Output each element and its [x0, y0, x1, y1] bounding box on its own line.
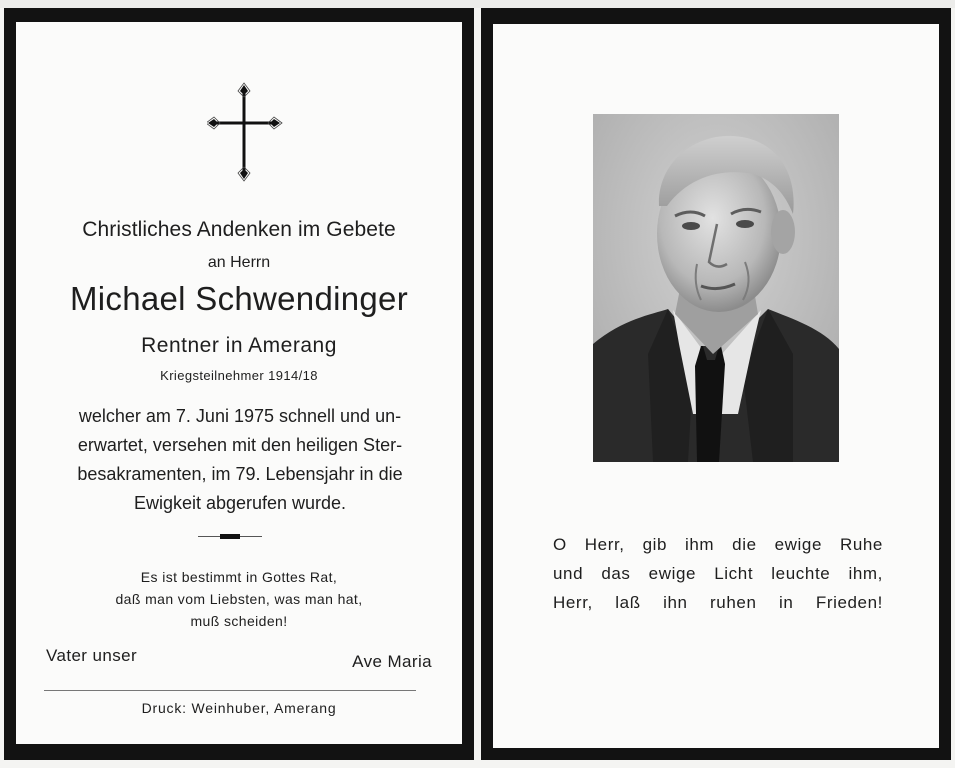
deceased-name: Michael Schwendinger: [69, 280, 408, 317]
scan-background: [0, 0, 955, 8]
portrait-photo: [593, 114, 839, 462]
printer-credit: Druck: Weinhuber, Amerang: [141, 700, 337, 716]
epitaph-line: und das ewige Licht leuchte ihm,: [553, 564, 883, 583]
death-notice-line: erwartet, versehen mit den heiligen Ster-: [77, 435, 403, 455]
footer-rule: [44, 690, 416, 691]
portrait-image: [593, 114, 839, 462]
death-notice-line: Ewigkeit abgerufen wurde.: [133, 493, 347, 513]
memorial-card-left: [4, 8, 474, 760]
death-notice: [44, 402, 436, 518]
prayer-ave-maria: Ave Maria: [352, 652, 432, 671]
verse: [16, 566, 462, 632]
verse-line: muß scheiden!: [190, 613, 288, 629]
left-card-panel: [16, 22, 462, 744]
divider-thick-bar: [220, 534, 240, 539]
death-notice-line: besakramenten, im 79. Lebensjahr in die: [77, 464, 403, 484]
prayer-vater-unser: Vater unser: [46, 646, 138, 665]
veteran-note: Kriegsteilnehmer 1914/18: [160, 368, 318, 383]
verse-line: Es ist bestimmt in Gottes Rat,: [140, 569, 338, 585]
occupation: Rentner in Amerang: [141, 334, 337, 357]
memorial-heading: Christliches Andenken im Gebete: [82, 218, 396, 241]
verse-line: daß man vom Liebsten, was man hat,: [115, 591, 363, 607]
epitaph-line: Herr, laß ihn ruhen in Frieden!: [553, 593, 883, 612]
memorial-card-right: [481, 8, 951, 760]
epitaph: [553, 530, 883, 617]
addressee-prefix: an Herrn: [207, 254, 271, 271]
right-card-panel: [493, 24, 939, 748]
epitaph-line: O Herr, gib ihm die ewige Ruhe: [553, 535, 883, 554]
ornamental-divider: [198, 533, 262, 539]
cross-icon: [207, 82, 287, 182]
death-notice-line: welcher am 7. Juni 1975 schnell und un-: [78, 406, 402, 426]
